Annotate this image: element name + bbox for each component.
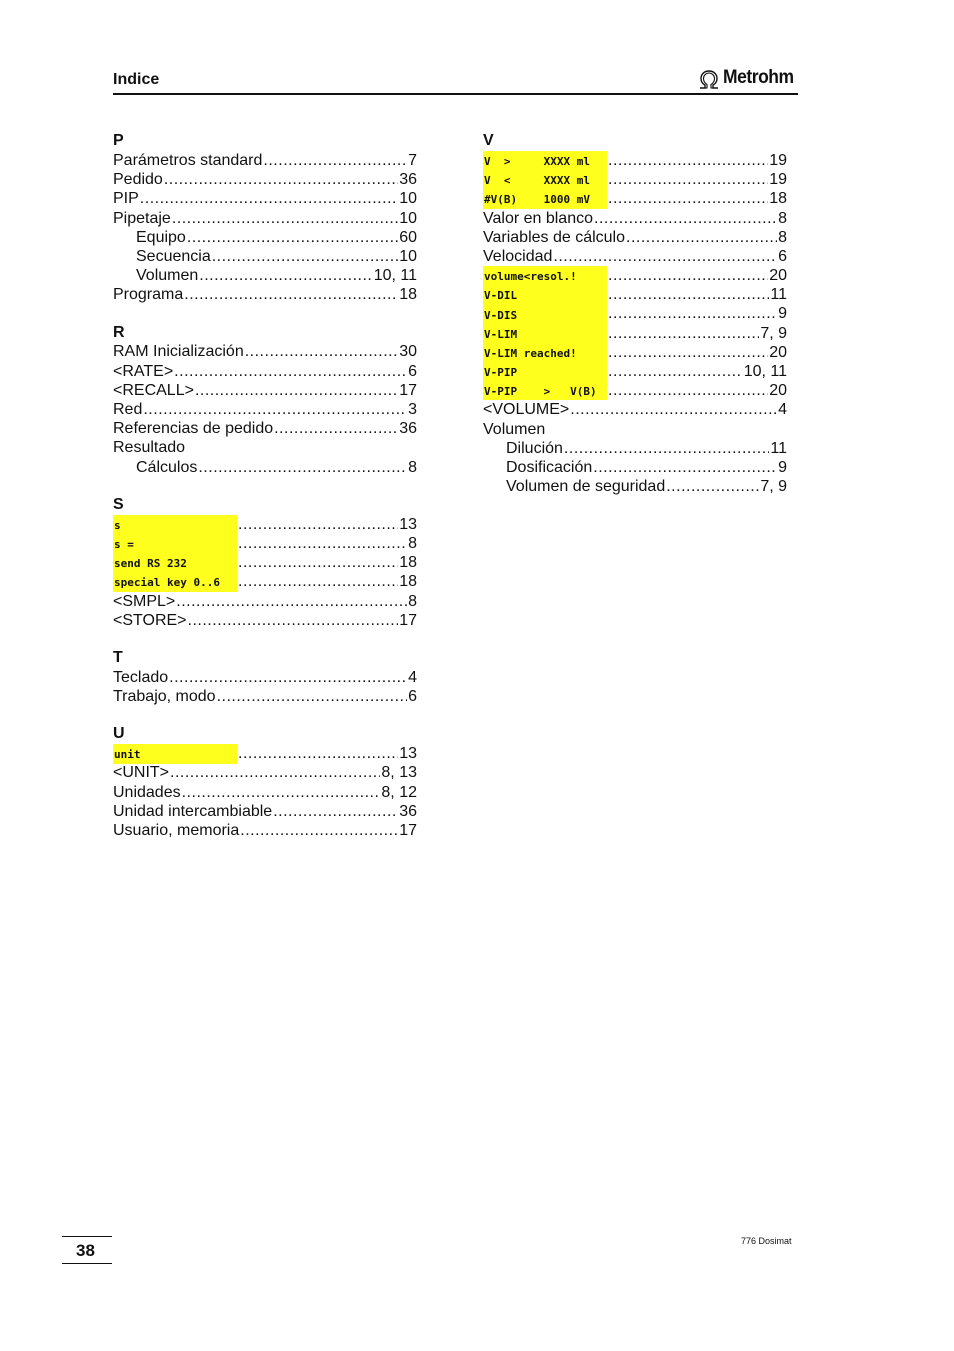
section-letter: R: [113, 323, 125, 341]
index-entry: [113, 285, 417, 304]
index-entry: [113, 170, 417, 189]
index-entry: [113, 802, 417, 821]
display-message: V < XXXX ml: [483, 170, 607, 189]
entry-label: Velocidad: [483, 247, 553, 265]
section-gap: [113, 706, 417, 724]
entry-label: Pedido: [113, 171, 163, 189]
entry-page: 18: [399, 286, 417, 304]
entry-label: RAM Inicialización: [113, 343, 244, 361]
entry-page: 18: [399, 554, 417, 572]
entry-label: Programa: [113, 286, 184, 304]
index-subentry: [113, 247, 417, 266]
entry-page: 18: [769, 190, 787, 208]
index-entry: [483, 151, 787, 170]
index-subentry: [483, 458, 787, 477]
dot-leader: [188, 611, 399, 630]
entry-label: <UNIT>: [113, 764, 170, 782]
index-entry: [113, 744, 417, 763]
section-letter: S: [113, 495, 124, 513]
entry-label: Dilución: [506, 439, 563, 457]
entry-label: Volumen: [136, 267, 199, 285]
section-gap: [113, 477, 417, 495]
display-message: special key 0..6: [113, 572, 237, 591]
entry-page: 36: [399, 420, 417, 438]
index-entry: [483, 381, 787, 400]
index-entry: [113, 821, 417, 840]
display-message: send RS 232: [113, 553, 237, 572]
display-message: #V(B) 1000 mV: [483, 189, 607, 208]
entry-label: <SMPL>: [113, 592, 176, 610]
entry-page: 4: [408, 668, 417, 686]
section-gap: [113, 630, 417, 648]
entry-page: 13: [399, 515, 417, 533]
index-subentry: [113, 228, 417, 247]
display-message: V-LIM reached!: [483, 343, 607, 362]
entry-page: 9: [778, 458, 787, 476]
index-entry: [483, 228, 787, 247]
index-entry: [113, 611, 417, 630]
dot-leader: [608, 304, 777, 323]
index-entry: [483, 400, 787, 419]
index-entry: [483, 305, 787, 324]
entry-label: Dosificación: [506, 458, 593, 476]
entry-label: Unidad intercambiable: [113, 802, 273, 820]
entry-page: 8, 12: [381, 783, 417, 801]
index-entry: [113, 534, 417, 553]
index-entry: [483, 285, 787, 304]
index-entry: [483, 324, 787, 343]
index-entry: [113, 381, 417, 400]
display-message: V-PIP > V(B): [483, 381, 607, 400]
entry-page: 8, 13: [381, 764, 417, 782]
dot-leader: [570, 400, 777, 419]
logo-text: Metrohm: [723, 67, 794, 88]
entry-page: 19: [769, 151, 787, 169]
display-message: volume<resol.!: [483, 266, 607, 285]
index-entry: [483, 189, 787, 208]
index-entry: [113, 362, 417, 381]
entry-page: 18: [399, 573, 417, 591]
entry-label: Volumen: [483, 420, 546, 438]
entry-page: 36: [399, 171, 417, 189]
dot-leader: [182, 783, 381, 802]
entry-page: 10: [399, 190, 417, 208]
entry-label: PIP: [113, 190, 139, 208]
entry-page: 19: [769, 171, 787, 189]
entry-page: 6: [778, 247, 787, 265]
entry-label: Parámetros standard: [113, 151, 263, 169]
dot-leader: [553, 247, 777, 266]
entry-page: 9: [778, 305, 787, 323]
entry-page: 7: [408, 151, 417, 169]
entry-page: 20: [769, 343, 787, 361]
entry-label: Referencias de pedido: [113, 420, 274, 438]
entry-page: 8: [778, 209, 787, 227]
index-column-left: [113, 131, 417, 840]
index-entry: [483, 343, 787, 362]
display-message: V-LIM: [483, 324, 607, 343]
dot-leader: [263, 151, 407, 170]
dot-leader: [666, 477, 759, 496]
entry-label: Variables de cálculo: [483, 228, 626, 246]
section-letter: T: [113, 648, 123, 666]
section-letter: V: [483, 132, 494, 149]
entry-label: Equipo: [136, 228, 186, 246]
page-number: 38: [76, 1241, 95, 1260]
entry-page: 10, 11: [743, 363, 787, 381]
index-entry: [113, 764, 417, 783]
dot-leader: [594, 209, 777, 228]
dot-leader: [274, 419, 398, 438]
product-name: 776 Dosimat: [741, 1236, 792, 1246]
index-entry: [113, 592, 417, 611]
dot-leader: [212, 247, 398, 266]
entry-page: 4: [778, 401, 787, 419]
entry-page: 30: [399, 343, 417, 361]
section-gap: [113, 305, 417, 323]
index-entry: [113, 419, 417, 438]
entry-page: 7, 9: [760, 478, 787, 496]
entry-label: Unidades: [113, 783, 181, 801]
entry-label: <STORE>: [113, 611, 187, 629]
dot-leader: [176, 592, 407, 611]
dot-leader: [238, 515, 398, 534]
entry-page: 10: [399, 247, 417, 265]
entry-page: 8: [778, 228, 787, 246]
index-entry: [113, 515, 417, 534]
index-entry: [483, 362, 787, 381]
entry-page: 6: [408, 362, 417, 380]
index-entry: [113, 400, 417, 419]
entry-page: 10: [399, 209, 417, 227]
index-column-right: [483, 131, 787, 496]
index-entry: [483, 170, 787, 189]
entry-label: Valor en blanco: [483, 209, 593, 227]
entry-label: Usuario, memoria: [113, 822, 240, 840]
index-entry: [113, 687, 417, 706]
index-entry: [113, 189, 417, 208]
entry-page: 60: [399, 228, 417, 246]
entry-page: 10, 11: [373, 267, 417, 285]
dot-leader: [172, 209, 398, 228]
entry-label: Trabajo, modo: [113, 688, 216, 706]
index-entry: [483, 266, 787, 285]
entry-page: 7, 9: [760, 324, 787, 342]
dot-leader: [608, 285, 769, 304]
index-subentry: [483, 477, 787, 496]
dot-leader: [187, 228, 398, 247]
dot-leader: [608, 381, 768, 400]
entry-label: <RECALL>: [113, 381, 194, 399]
index-entry: [113, 343, 417, 362]
omega-icon: [697, 68, 721, 92]
entry-page: 8: [408, 534, 417, 552]
dot-leader: [273, 802, 398, 821]
dot-leader: [199, 266, 372, 285]
dot-leader: [143, 400, 407, 419]
index-subentry: [483, 439, 787, 458]
index-entry: [113, 438, 417, 457]
entry-page: 11: [770, 439, 787, 457]
index-entry: [483, 209, 787, 228]
entry-label: Secuencia: [136, 247, 211, 265]
entry-label: Teclado: [113, 668, 169, 686]
entry-page: 20: [769, 267, 787, 285]
dot-leader: [608, 362, 743, 381]
entry-page: 36: [399, 802, 417, 820]
dot-leader: [240, 821, 398, 840]
dot-leader: [608, 266, 768, 285]
index-entry: [113, 209, 417, 228]
dot-leader: [170, 763, 380, 782]
entry-label: Resultado: [113, 439, 186, 457]
dot-leader: [608, 151, 768, 170]
entry-page: 13: [399, 745, 417, 763]
dot-leader: [164, 170, 398, 189]
index-entry: [113, 668, 417, 687]
dot-leader: [608, 343, 768, 362]
index-entry: [113, 151, 417, 170]
entry-page: 20: [769, 382, 787, 400]
index-entry: [113, 783, 417, 802]
entry-label: Pipetaje: [113, 209, 171, 227]
entry-page: 8: [408, 592, 417, 610]
dot-leader: [217, 687, 408, 706]
entry-page: 11: [770, 286, 787, 304]
index-subentry: [113, 458, 417, 477]
display-message: V-DIL: [483, 285, 607, 304]
dot-leader: [608, 170, 768, 189]
entry-label: <RATE>: [113, 362, 174, 380]
dot-leader: [593, 458, 777, 477]
display-message: unit: [113, 744, 237, 763]
entry-page: 17: [399, 381, 417, 399]
index-entry: [483, 420, 787, 439]
dot-leader: [195, 381, 398, 400]
dot-leader: [198, 458, 407, 477]
footer-rule: [62, 1263, 112, 1264]
entry-label: Cálculos: [136, 458, 198, 476]
entry-label: Volumen de seguridad: [506, 478, 666, 496]
entry-label: Red: [113, 401, 143, 419]
header-title: Indice: [113, 71, 160, 88]
section-letter: U: [113, 725, 125, 743]
dot-leader: [608, 324, 759, 343]
dot-leader: [564, 439, 769, 458]
section-letter: P: [113, 132, 124, 149]
display-message: V-DIS: [483, 305, 607, 324]
display-message: s =: [113, 534, 237, 553]
display-message: V-PIP: [483, 362, 607, 381]
entry-page: 6: [408, 688, 417, 706]
dot-leader: [238, 553, 398, 572]
footer-rule-top: [62, 1236, 112, 1237]
dot-leader: [238, 572, 398, 591]
index-subentry: [113, 266, 417, 285]
dot-leader: [238, 744, 398, 763]
dot-leader: [608, 189, 768, 208]
entry-page: 3: [408, 401, 417, 419]
dot-leader: [238, 534, 407, 553]
metrohm-logo: [697, 66, 799, 90]
dot-leader: [245, 342, 398, 361]
dot-leader: [174, 362, 407, 381]
dot-leader: [626, 228, 777, 247]
display-message: s: [113, 515, 237, 534]
header-rule: [113, 93, 798, 95]
entry-page: 17: [399, 611, 417, 629]
index-entry: [483, 247, 787, 266]
entry-page: 8: [408, 458, 417, 476]
index-entry: [113, 572, 417, 591]
display-message: V > XXXX ml: [483, 151, 607, 170]
dot-leader: [140, 189, 398, 208]
dot-leader: [169, 668, 407, 687]
dot-leader: [184, 285, 398, 304]
entry-label: <VOLUME>: [483, 401, 570, 419]
index-entry: [113, 553, 417, 572]
entry-page: 17: [399, 822, 417, 840]
